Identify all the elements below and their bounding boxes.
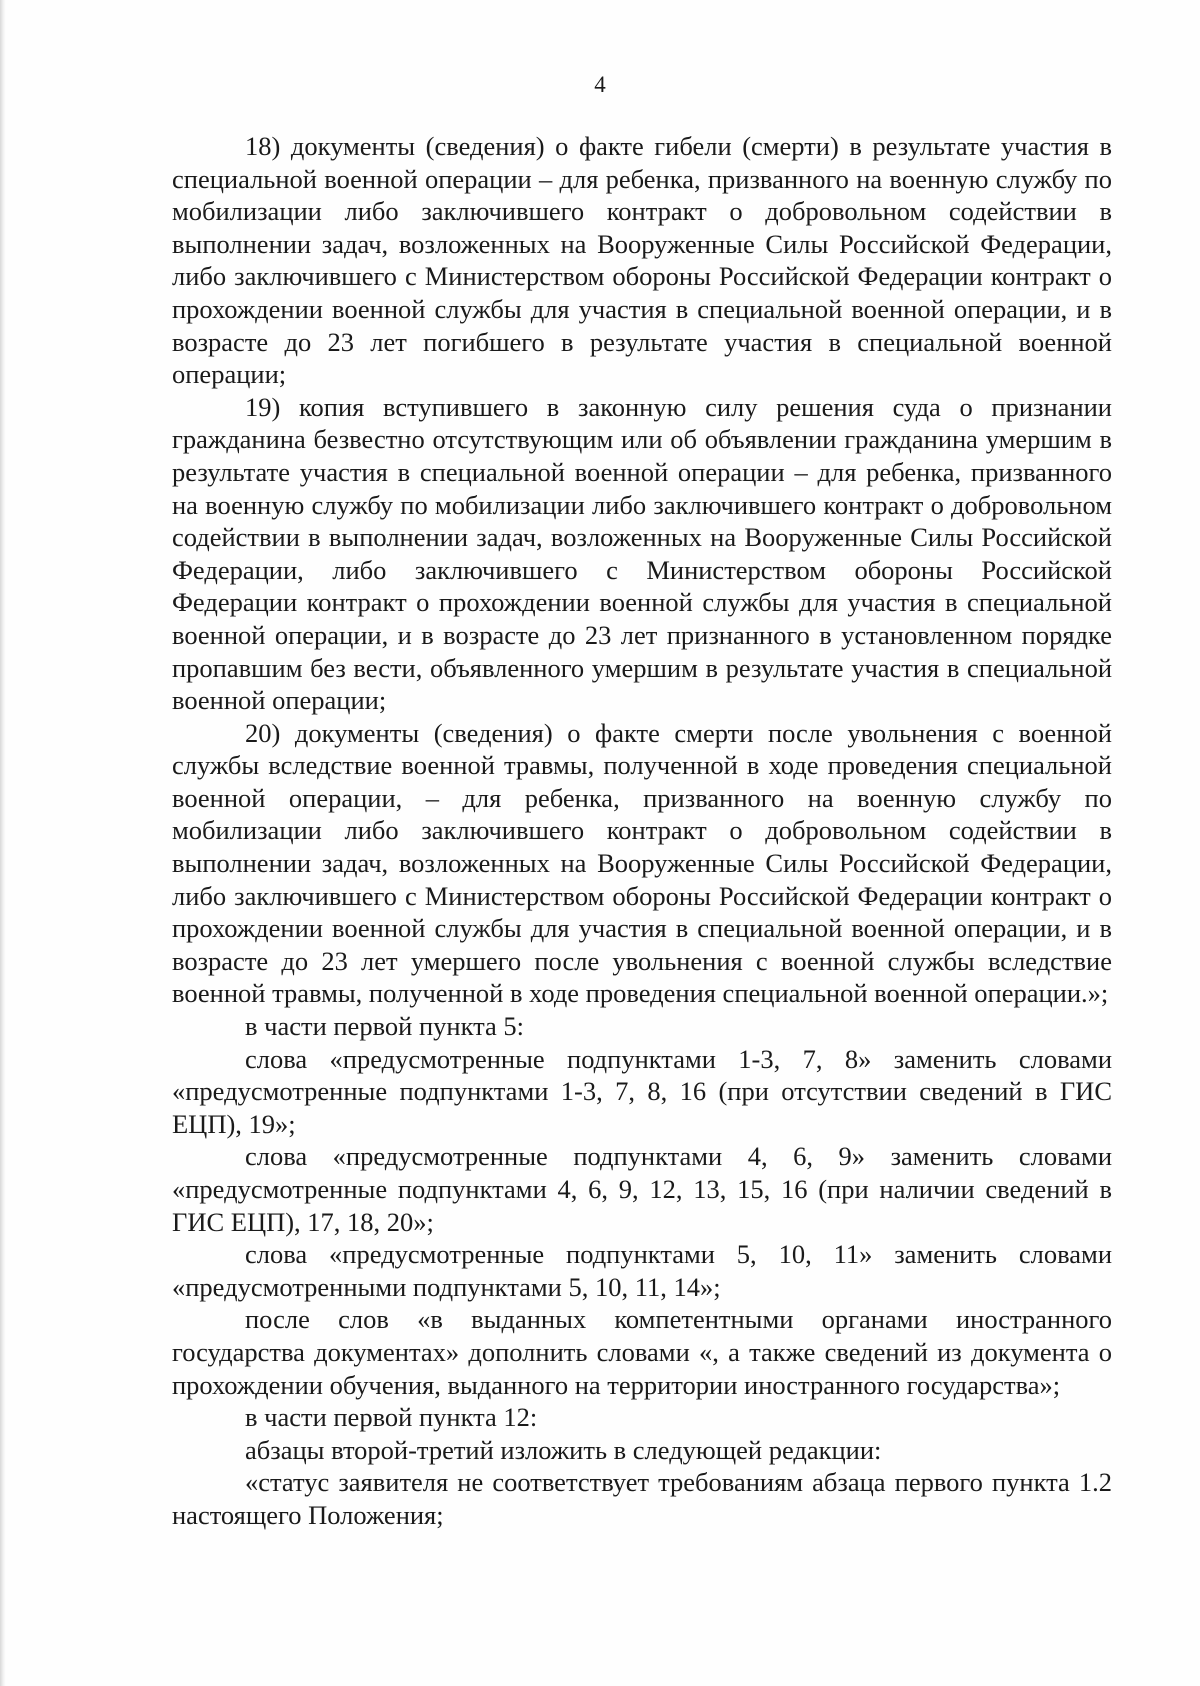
paragraph-amendment-1: слова «предусмотренные подпунктами 1-3, 7, 8» заменить словами «предусмотренные подпунктами 1-3, 7, 8, 16 (при отсутствии сведений в ГИС ЕЦП), 19»; — [172, 1043, 1112, 1139]
paragraph-new-text: «статус заявителя не соответствует требованиям абзаца первого пункта 1.2 настоящего Положения; — [172, 1467, 1112, 1530]
paragraph-item-18: 18) документы (сведения) о факте гибели (смерти) в результате участия в специальной военной операции – для ребенка, призванного на военную службу по мобилизации либо заключившего контракт о добровольном содействии в выполнении задач, возложенных на Вооруженные Силы Российской Федерации, либо заключившего с Министерством обороны Российской Федерации контракт о прохождении военной службы для участия в специальной военной операции, и в возрасте до 23 лет погибшего в результате участия в специальной военной операции; — [172, 131, 1112, 390]
paragraph-edit-instruction: абзацы второй-третий изложить в следующей редакции: — [245, 1434, 882, 1465]
paragraph-item-20: 20) документы (сведения) о факте смерти после увольнения с военной службы вследствие военной травмы, полученной в ходе проведения специальной военной операции, – для ребенка, призванного на военную службу по мобилизации либо заключившего контракт о добровольном содействии в выполнении задач, возложенных на Вооруженные Силы Российской Федерации, либо заключившего с Министерством обороны Российской Федерации контракт о прохождении военной службы для участия в специальной военной операции, и в возрасте до 23 лет умершего после увольнения с военной службы вследствие военной травмы, полученной в ходе проведения специальной военной операции.»; — [172, 717, 1112, 1009]
document-body — [172, 130, 1112, 1532]
paragraph-amendment-4: после слов «в выданных компетентными органами иностранного государства документах» дополнить словами «, а также сведений из документа о прохождении обучения, выданного на территории иностранного государства»; — [172, 1304, 1112, 1400]
paragraph-point-5-heading: в части первой пункта 5: — [245, 1011, 525, 1042]
paragraph-amendment-2: слова «предусмотренные подпунктами 4, 6, 9» заменить словами «предусмотренные подпунктами 4, 6, 9, 12, 13, 15, 16 (при наличии сведений в ГИС ЕЦП), 17, 18, 20»; — [172, 1141, 1112, 1237]
paragraph-amendment-3: слова «предусмотренные подпунктами 5, 10, 11» заменить словами «предусмотренными подпунктами 5, 10, 11, 14»; — [172, 1239, 1112, 1302]
paragraph-item-19: 19) копия вступившего в законную силу решения суда о признании гражданина безвестно отсутствующим или об объявлении гражданина умершим в результате участия в специальной военной операции – для ребенка, призванного на военную службу по мобилизации либо заключившего контракт о добровольном содействии в выполнении задач, возложенных на Вооруженные Силы Российской Федерации, либо заключившего с Министерством обороны Российской Федерации контракт о прохождении военной службы для участия в специальной военной операции, и в возрасте до 23 лет признанного в установленном порядке пропавшим без вести, объявленного умершим в результате участия в специальной военной операции; — [172, 391, 1112, 716]
scan-edge-shadow — [0, 0, 6, 1686]
paragraph-point-12-heading: в части первой пункта 12: — [245, 1402, 538, 1433]
page-number: 4 — [594, 72, 606, 97]
